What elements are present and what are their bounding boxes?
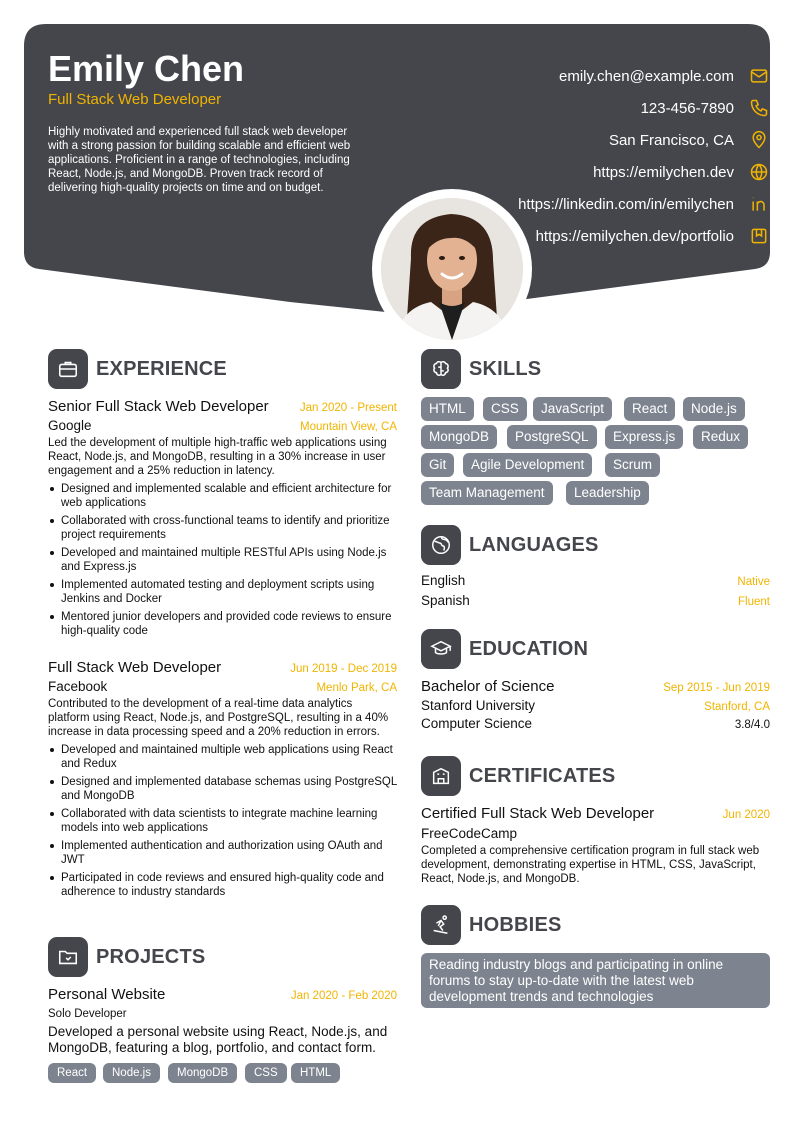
contact-phone-text[interactable]: 123-456-7890 bbox=[640, 99, 734, 117]
job-bullet: Implemented automated testing and deployment scripts using Jenkins and Docker bbox=[48, 578, 397, 606]
contact-website[interactable] bbox=[593, 160, 770, 184]
projects-section-header bbox=[48, 937, 205, 977]
skill-tag: MongoDB bbox=[421, 425, 497, 449]
job-description: Led the development of multiple high-traffic web applications using React, Node.js, and MongoDB, resulting in a 30% increase in user engagement and a 25% reduction in latency. bbox=[48, 437, 387, 477]
skill-tag: Scrum bbox=[605, 453, 660, 477]
project-item bbox=[48, 986, 397, 1056]
projects-title: PROJECTS bbox=[96, 945, 206, 968]
job-location: Menlo Park, CA bbox=[316, 682, 397, 694]
languages-section-header bbox=[421, 525, 599, 565]
profile-photo-frame bbox=[372, 189, 532, 349]
map-pin-icon bbox=[748, 129, 770, 151]
skill-tag: Express.js bbox=[605, 425, 683, 449]
skill-tag: CSS bbox=[483, 397, 527, 421]
profile-photo bbox=[381, 198, 523, 340]
skill-tag: Git bbox=[421, 453, 454, 477]
job-bullet: Developed and maintained multiple RESTful APIs using Node.js and Express.js bbox=[48, 546, 397, 574]
hobbies-title: HOBBIES bbox=[469, 913, 562, 936]
job-bullet: Designed and implemented scalable and efficient architecture for web applications bbox=[48, 482, 397, 510]
globe-icon bbox=[748, 161, 770, 183]
contact-location bbox=[609, 128, 770, 152]
bookmark-icon bbox=[748, 225, 770, 247]
skill-tag: JavaScript bbox=[533, 397, 612, 421]
certificate-issuer: FreeCodeCamp bbox=[421, 826, 518, 841]
contact-linkedin[interactable] bbox=[518, 192, 770, 216]
skiing-icon bbox=[421, 905, 461, 945]
job-bullet: Collaborated with cross-functional teams to identify and prioritize project requirements bbox=[48, 514, 397, 542]
education-dates: Sep 2015 - Jun 2019 bbox=[663, 682, 770, 694]
contact-website-text[interactable]: https://emilychen.dev bbox=[593, 163, 734, 181]
job-bullet: Designed and implemented database schemas using PostgreSQL and MongoDB bbox=[48, 775, 397, 803]
job-bullet: Implemented authentication and authorization using OAuth and JWT bbox=[48, 839, 397, 867]
institution-icon bbox=[421, 756, 461, 796]
briefcase-icon bbox=[48, 349, 88, 389]
language-level: Fluent bbox=[738, 596, 770, 608]
job-bullet: Participated in code reviews and ensured high-quality code and adherence to industry standards bbox=[48, 871, 397, 899]
contact-location-text: San Francisco, CA bbox=[608, 131, 734, 149]
skill-tag: Redux bbox=[693, 425, 748, 449]
experience-title: EXPERIENCE bbox=[96, 357, 227, 380]
job-company: Google bbox=[48, 418, 92, 433]
certificate-entry bbox=[421, 805, 770, 886]
contact-portfolio-text[interactable]: https://emilychen.dev/portfolio bbox=[535, 227, 734, 245]
experience-job-1 bbox=[48, 398, 397, 638]
job-title: Full Stack Web Developer bbox=[48, 659, 222, 676]
linkedin-icon bbox=[748, 193, 770, 215]
candidate-title: Full Stack Web Developer bbox=[48, 91, 222, 108]
language-row bbox=[421, 573, 770, 588]
contact-portfolio[interactable] bbox=[536, 224, 770, 248]
language-name: Spanish bbox=[421, 593, 470, 608]
skill-tag: Node.js bbox=[683, 397, 745, 421]
language-row bbox=[421, 593, 770, 608]
project-name: Personal Website bbox=[48, 986, 166, 1003]
skill-tag: Team Management bbox=[421, 481, 553, 505]
project-description: Developed a personal website using React, Node.js, and MongoDB, featuring a blog, portfolio, and contact form. bbox=[48, 1024, 388, 1055]
project-tag: React bbox=[48, 1063, 96, 1083]
brain-icon bbox=[421, 349, 461, 389]
skill-tag: React bbox=[624, 397, 675, 421]
language-name: English bbox=[421, 573, 466, 588]
project-tag: CSS bbox=[245, 1063, 287, 1083]
certificates-title: CERTIFICATES bbox=[469, 764, 616, 787]
skill-tag: HTML bbox=[421, 397, 474, 421]
contact-linkedin-text[interactable]: https://linkedin.com/in/emilychen bbox=[518, 195, 734, 213]
job-dates: Jan 2020 - Present bbox=[299, 402, 397, 414]
job-bullet: Mentored junior developers and provided code reviews to ensure high-quality code bbox=[48, 610, 397, 638]
contact-email-text[interactable]: emily.chen@example.com bbox=[558, 67, 734, 85]
job-dates: Jun 2019 - Dec 2019 bbox=[290, 663, 397, 675]
job-title: Senior Full Stack Web Developer bbox=[48, 398, 269, 415]
folder-icon bbox=[48, 937, 88, 977]
gpa: 3.8/4.0 bbox=[734, 719, 770, 731]
certificate-description: Completed a comprehensive certification program in full stack web development, demonstrating expertise in HTML, CSS, JavaScript, React, Node.js, and MongoDB. bbox=[421, 845, 760, 885]
globe-icon bbox=[421, 525, 461, 565]
candidate-name: Emily Chen bbox=[48, 48, 245, 89]
project-dates: Jan 2020 - Feb 2020 bbox=[290, 990, 397, 1002]
job-bullet: Developed and maintained multiple web applications using React and Redux bbox=[48, 743, 397, 771]
project-tag: Node.js bbox=[103, 1063, 160, 1083]
field-of-study: Computer Science bbox=[421, 716, 533, 731]
hobby-description: Reading industry blogs and participating in online forums to stay up-to-date with the latest web development trends and technologies bbox=[421, 953, 770, 1008]
contact-phone[interactable] bbox=[641, 96, 770, 120]
education-title: EDUCATION bbox=[469, 637, 589, 660]
project-role: Solo Developer bbox=[48, 1008, 127, 1020]
certificate-title: Certified Full Stack Web Developer bbox=[421, 805, 655, 822]
skill-tag: Leadership bbox=[566, 481, 649, 505]
skill-tag: PostgreSQL bbox=[507, 425, 597, 449]
education-entry bbox=[421, 678, 770, 731]
experience-job-2 bbox=[48, 659, 397, 899]
summary-text: Highly motivated and experienced full stack web developer with a strong passion for building scalable and efficient web applications. Proficient in a range of technologies, including React, Node.js, and MongoDB. Proven track record of delivering high-quality projects on time and on budget. bbox=[48, 126, 351, 194]
job-location: Mountain View, CA bbox=[300, 421, 397, 433]
skill-tag: Agile Development bbox=[463, 453, 592, 477]
graduation-cap-icon bbox=[421, 629, 461, 669]
experience-section-header bbox=[48, 349, 227, 389]
contact-email[interactable] bbox=[559, 64, 770, 88]
phone-icon bbox=[748, 97, 770, 119]
education-location: Stanford, CA bbox=[704, 701, 770, 713]
hobbies-section-header bbox=[421, 905, 562, 945]
languages-title: LANGUAGES bbox=[469, 533, 599, 556]
skills-section-header bbox=[421, 349, 541, 389]
skills-title: SKILLS bbox=[469, 357, 542, 380]
certificates-section-header bbox=[421, 756, 615, 796]
certificate-date: Jun 2020 bbox=[722, 809, 770, 821]
project-tag: MongoDB bbox=[168, 1063, 237, 1083]
language-level: Native bbox=[737, 576, 770, 588]
job-bullet: Collaborated with data scientists to integrate machine learning models into web applications bbox=[48, 807, 397, 835]
school: Stanford University bbox=[421, 698, 536, 713]
education-section-header bbox=[421, 629, 588, 669]
job-company: Facebook bbox=[48, 679, 108, 694]
degree: Bachelor of Science bbox=[421, 678, 555, 695]
job-description: Contributed to the development of a real-time data analytics platform using React, Node.js, and PostgreSQL, resulting in a 40% increase in data processing speed and a 20% reduction in errors. bbox=[48, 698, 389, 738]
mail-icon bbox=[748, 65, 770, 87]
project-tag: HTML bbox=[291, 1063, 340, 1083]
